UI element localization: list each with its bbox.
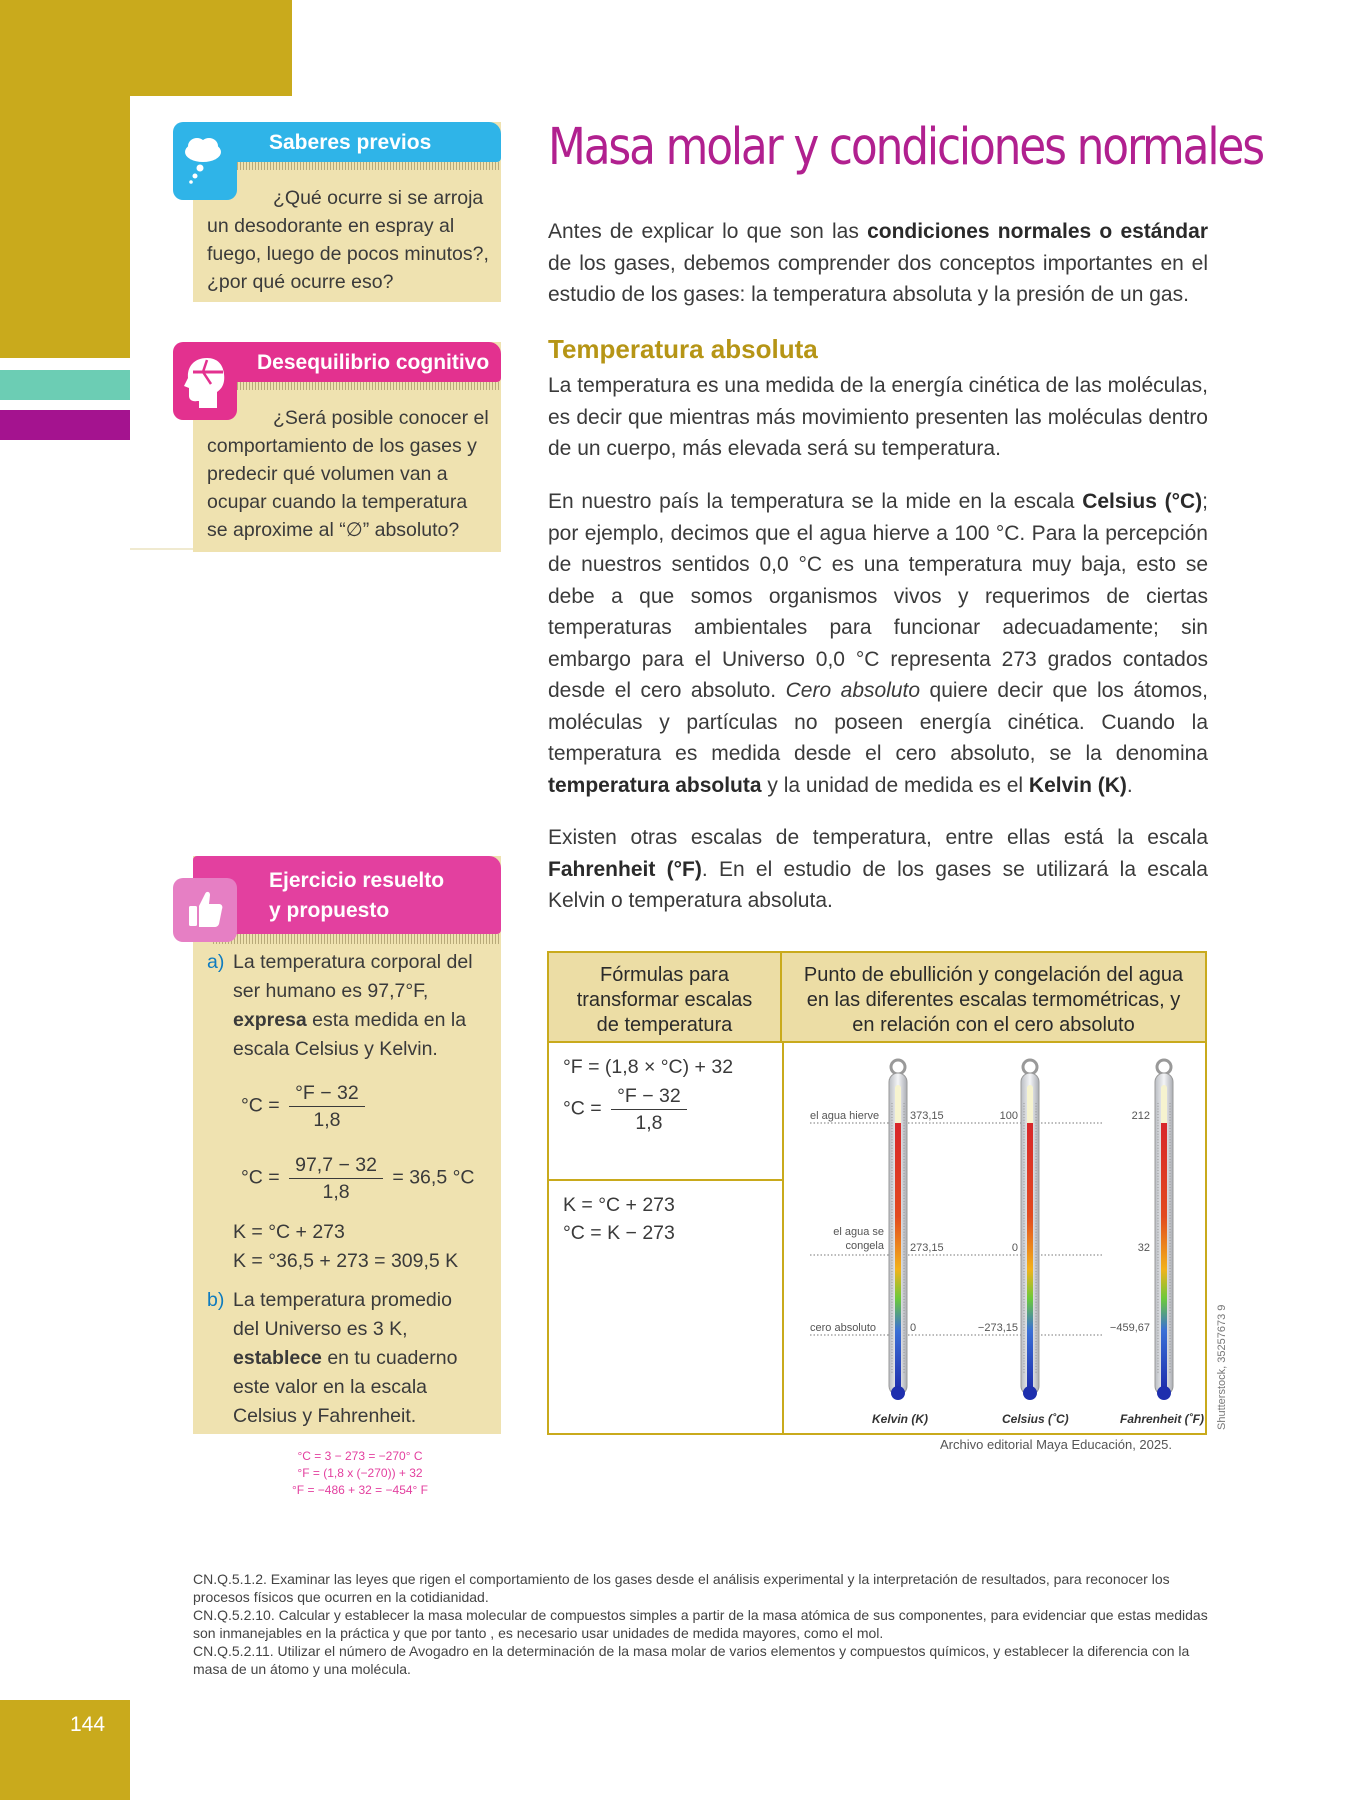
thermometer-fahrenheit xyxy=(1155,1060,1173,1400)
formula-fahrenheit: °F = (1,8 × °C) + 32 xyxy=(563,1056,734,1078)
paragraph-fahrenheit: Existen otras escalas de temperatura, entre ellas está la escala Fahrenheit (°F). En el estudio de los gases se utilizará la escala Kelvin o temperatura absoluta. xyxy=(548,826,1208,912)
formula-celsius-from-fahrenheit: °C = $\frac{^\circ F - 32}{1,8}$ xyxy=(241,1080,369,1133)
fahrenheit-label: Fahrenheit (˚F) xyxy=(1120,1412,1204,1426)
table-header-formulas: Fórmulas para transformar escalas de temperatura xyxy=(549,953,782,1041)
thumbs-up-icon xyxy=(173,878,237,942)
curriculum-item: CN.Q.5.2.10. Calcular y establecer la masa molecular de compuestos simples a partir de la masa atómica de sus componentes, para evidenciar que estas medidas son inmanejables en la práctica y que por tanto , es necesario usar unidades de medida mayores, como el mol. xyxy=(193,1607,1208,1641)
celsius-zero-value: −273,15 xyxy=(977,1322,1018,1334)
formula-celsius: °C = $\frac{^\circ F - 32}{1,8}$ xyxy=(563,1083,691,1136)
label-freeze: el agua se xyxy=(833,1226,884,1238)
curriculum-item: CN.Q.5.1.2. Examinar las leyes que rigen el comportamiento de los gases desde el análisis experimental y la interpretación de resultados, para reconocer los procesos físicos que ocurren en la cotidianidad. xyxy=(193,1571,1170,1605)
fahrenheit-zero-value: −459,67 xyxy=(1109,1322,1150,1334)
paragraph-celsius: En nuestro país la temperatura se la mide en la escala Celsius (°C); por ejemplo, decimos que el agua hierve a 100 °C. Para la percepción de nuestros sentidos 0,0 °C es una temperatura muy baja, esto se debe a que somos organismos vivos y requerimos de ciertas temperaturas ambientales para funcionar adecuadamente; sin embargo para el Universo 0,0 °C representa 273 grados contados desde el cero absoluto. Cero absoluto quiere decir que los átomos, moléculas y partículas no poseen energía cinética. Cuando la temperatura es medida desde el cero absoluto, se la denomina temperatura absoluta y la unidad de medida es el Kelvin (K). xyxy=(548,490,1209,797)
celsius-label: Celsius (˚C) xyxy=(1002,1412,1069,1426)
saberes-previos-title: Saberes previos xyxy=(269,131,432,154)
exercise-a-text: La temperatura corporal del ser humano es 97,7°F, expresa esta medida en la escala Celsius y Kelvin. xyxy=(233,951,473,1060)
formula-kelvin: K = °C + 273 xyxy=(563,1194,675,1216)
kelvin-boil-value: 373,15 xyxy=(910,1110,944,1122)
decor-teal-stripe xyxy=(0,370,130,400)
page-title: Masa molar y condiciones normales xyxy=(548,118,1263,177)
exercise-b xyxy=(207,1286,485,1431)
label-boil: el agua hierve xyxy=(810,1110,880,1122)
exercise-b-text: La temperatura promedio del Universo es 3 K, establece en tu cuaderno este valor en la escala Celsius y Fahrenheit. xyxy=(233,1289,458,1427)
celsius-freeze-value: 0 xyxy=(1011,1242,1018,1254)
ejercicio-resuelto-title: Ejercicio resuelto y propuesto xyxy=(269,869,445,922)
table-header-thermometers: Punto de ebullición y congelación del agua en las diferentes escalas termométricas, y en relación con el cero absoluto xyxy=(782,953,1205,1041)
decor-gold-band-left xyxy=(0,96,130,358)
desequilibrio-cognitivo-title: Desequilibrio cognitivo xyxy=(257,351,490,374)
desequilibrio-cognitivo-text: ¿Será posible conocer el comportamiento de los gases y predecir qué volumen van a ocupar cuando la temperatura se aproxime al “∅” absoluto? xyxy=(207,407,489,541)
thermometer-kelvin xyxy=(889,1060,907,1400)
decor-gold-band-top xyxy=(0,0,292,96)
kelvin-freeze-value: 273,15 xyxy=(910,1242,944,1254)
label-freeze: congela xyxy=(845,1240,884,1252)
kelvin-calculation: K = °C + 273 K = °36,5 + 273 = 309,5 K xyxy=(233,1221,459,1272)
fahrenheit-boil-value: 212 xyxy=(1131,1110,1150,1122)
kelvin-zero-value: 0 xyxy=(910,1322,917,1334)
fahrenheit-freeze-value: 32 xyxy=(1137,1242,1150,1254)
formula-celsius-from-kelvin: °C = K − 273 xyxy=(563,1222,675,1244)
label-absolute-zero: cero absoluto xyxy=(810,1322,877,1334)
decor-gold-band-bottom xyxy=(0,1700,130,1800)
photo-credit: Shutterstock, 35257673 9 xyxy=(1216,1304,1228,1430)
page-number: 144 xyxy=(70,1713,106,1736)
saberes-previos-text: ¿Qué ocurre si se arroja un desodorante en espray al fuego, luego de pocos minutos?, ¿por qué ocurre eso? xyxy=(207,187,489,293)
temperature-table xyxy=(547,951,1207,1435)
table-divider xyxy=(549,1179,782,1181)
exercise-b-answer: °C = 3 − 273 = −270° C °F = (1,8 x (−270)) + 32 °F = −486 + 32 = −454° F xyxy=(291,1449,429,1497)
desequilibrio-cognitivo-box xyxy=(193,342,501,552)
exercise-b-label: b) xyxy=(207,1289,225,1311)
thermometer-celsius xyxy=(1021,1060,1039,1400)
thermometers-diagram xyxy=(784,1043,1204,1433)
celsius-boil-value: 100 xyxy=(999,1110,1018,1122)
decor-magenta-stripe xyxy=(0,410,130,440)
exercise-a-label: a) xyxy=(207,951,225,973)
formula-celsius-calculation: °C = $\frac{97,7 - 32}{1,8}$ = 36,5 °C xyxy=(241,1154,475,1203)
paragraph-energy: La temperatura es una medida de la energía cinética de las moléculas, es decir que mientras más movimiento presenten las moléculas dentro de un cuerpo, más elevada será su temperatura. xyxy=(548,374,1208,460)
exercise-a xyxy=(207,948,485,1064)
ejercicio-resuelto-box xyxy=(193,856,501,1434)
kelvin-label: Kelvin (K) xyxy=(872,1412,929,1426)
curriculum-item: CN.Q.5.2.11. Utilizar el número de Avogadro en la determinación de la masa molar de varios elementos y compuestos químicos, y establecer la diferencia con la masa de un átomo y una molécula. xyxy=(193,1643,1190,1677)
saberes-previos-box xyxy=(193,122,501,302)
section-title: Temperatura absoluta xyxy=(548,334,818,364)
curriculum-footer xyxy=(193,1570,1208,1678)
figure-credit: Archivo editorial Maya Educación, 2025. xyxy=(940,1437,1172,1452)
intro-paragraph: Antes de explicar lo que son las condiciones normales o estándar de los gases, debemos comprender dos conceptos importantes en el estudio de los gases: la temperatura absoluta y la presión de un gas. xyxy=(548,220,1208,306)
